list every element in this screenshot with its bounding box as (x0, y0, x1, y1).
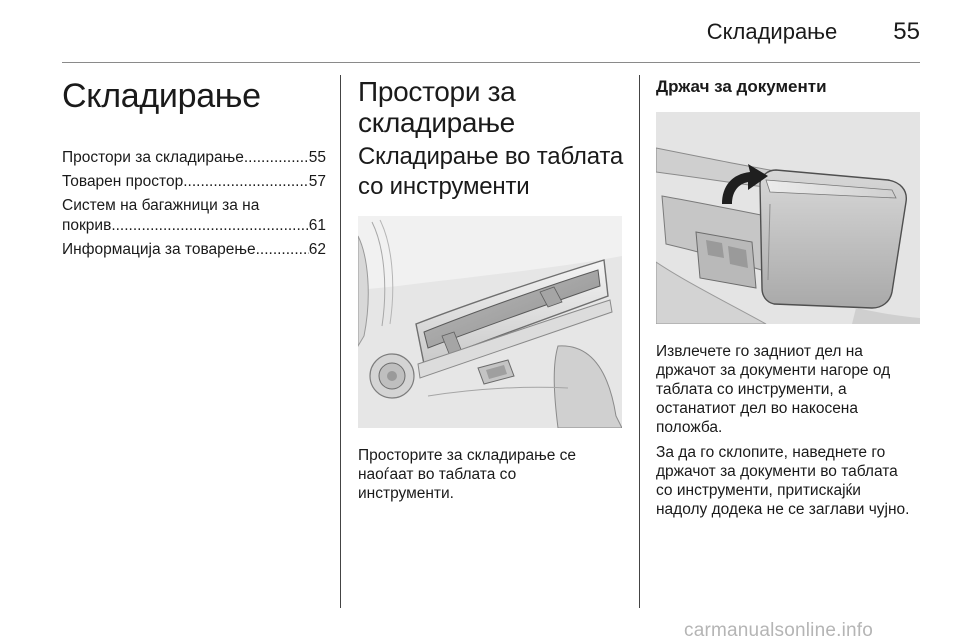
toc-leader-dots (244, 148, 309, 168)
document-holder-illustration (656, 112, 920, 324)
toc-entry-text: покрив (62, 217, 112, 234)
running-header-title: Складирање (706, 19, 838, 44)
instrument-panel-storage-illustration (358, 216, 622, 428)
toc-leader-dots (183, 172, 309, 192)
toc-leader-dots (256, 240, 309, 260)
storage-caption (358, 446, 624, 503)
toc-page-number: 55 (308, 149, 326, 166)
document-holder-p2-line-1: За да го склопите, наведнете го (656, 444, 886, 461)
document-holder-title: Држач за документи (656, 77, 827, 96)
header-rule (62, 62, 920, 63)
running-header (320, 14, 920, 50)
storage-caption-line-1: Просторите за складирање се (358, 447, 577, 464)
toc-entry[interactable] (62, 240, 326, 260)
column-rule-1 (340, 75, 341, 608)
document-holder-p1-line-3: таблата со инструменти, а (656, 381, 847, 398)
toc-leader-dots (111, 216, 308, 236)
document-holder-p1-line-2: држачот за документи нагоре од (656, 362, 891, 379)
document-holder-p1-line-5: положба. (656, 419, 723, 436)
document-holder-paragraph-1 (656, 342, 920, 437)
toc-page-number: 61 (308, 217, 326, 234)
toc-entry-text: Систем на багажници за на (62, 197, 260, 214)
toc-page-number: 57 (308, 173, 326, 190)
source-watermark: carmanualsonline.info (684, 620, 874, 641)
document-holder-p2-line-4: надолу додека не се заглави чујно. (656, 501, 910, 518)
section-title (358, 76, 624, 138)
document-holder-p1-line-4: останатиот дел во накосена (656, 400, 858, 417)
document-holder-paragraph-2 (656, 443, 920, 519)
document-holder-p2-line-2: држачот за документи во таблата (656, 463, 898, 480)
subsection-title (358, 142, 624, 202)
toc-page-number: 62 (308, 241, 326, 258)
storage-caption-line-3: инструменти. (358, 485, 454, 502)
toc-entry[interactable] (62, 172, 326, 192)
document-holder-p2-line-3: со инструменти, притискајќи (656, 482, 861, 499)
subsection-title-line-1: Складирање во таблата (358, 143, 624, 170)
page-number: 55 (893, 18, 920, 45)
subsection-title-line-2: со инструменти (358, 173, 530, 200)
toc-entry-text: Простори за складирање (62, 149, 244, 166)
column-rule-2 (639, 75, 640, 608)
table-of-contents (62, 148, 326, 260)
document-holder-p1-line-1: Извлечете го задниот дел на (656, 343, 863, 360)
toc-entry-text: Информација за товарење (62, 241, 256, 258)
section-title-line-1: Простори за (358, 76, 516, 107)
toc-entry[interactable] (62, 196, 326, 236)
toc-entry[interactable] (62, 148, 326, 168)
chapter-title: Складирање (62, 77, 261, 115)
storage-caption-line-2: наоѓаат во таблата со (358, 466, 517, 483)
chapter-column (62, 76, 326, 264)
document-holder-text (656, 342, 920, 519)
storage-section-column (358, 76, 624, 509)
document-holder-column (656, 76, 920, 525)
section-title-line-2: складирање (358, 107, 515, 138)
glovebox-illustration (358, 216, 622, 428)
document-holder-drawing (656, 112, 920, 324)
toc-entry-text: Товарен простор (62, 173, 184, 190)
